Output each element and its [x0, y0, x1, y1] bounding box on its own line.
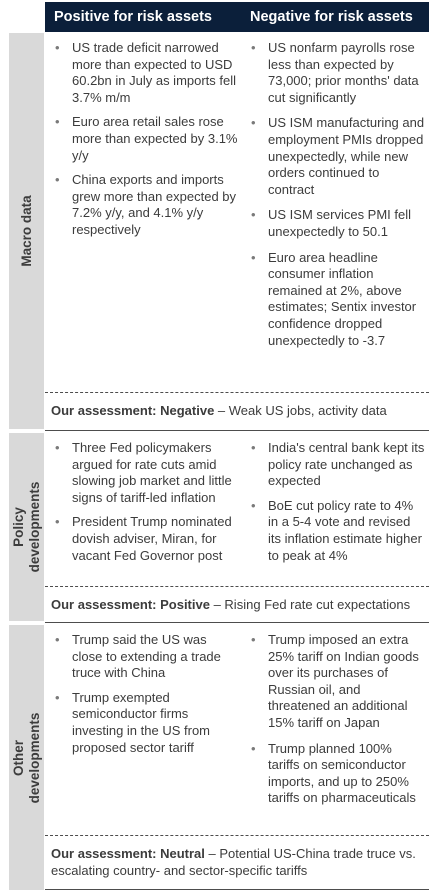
table-header — [45, 2, 429, 32]
list-item: • Euro area headline consumer inflation remained at 2%, above estimates; Sentix investor confidence dropped unexpectedly to -3.7 — [249, 250, 425, 350]
assessment-label: Our assessment: Negative — [51, 403, 215, 418]
list-item: • Three Fed policymakers argued for rate cuts amid slowing job market and little signs of tariff-led inflation — [53, 440, 239, 506]
section-other-developments — [45, 632, 429, 830]
section-policy-developments — [45, 440, 429, 580]
assessment-policy-developments — [51, 597, 426, 614]
section-macro-data — [45, 40, 429, 385]
header-negative: Negative for risk assets — [250, 9, 413, 25]
assessment-text: – Potential US-China trade truce vs. escalating country- and sector-specific tariffs — [51, 846, 416, 878]
list-item: • US ISM manufacturing and employment PMIs dropped unexpectedly, while new orders continued to contract — [249, 115, 425, 198]
list-item: • India's central bank kept its policy rate unchanged as expected — [249, 440, 425, 490]
section-separator — [45, 622, 429, 623]
side-label-other-developments — [9, 625, 44, 890]
list-item: • Trump imposed an extra 25% tariff on Indian goods over its purchases of Russian oil, and threatened an additional 15% tariff on Japan — [249, 632, 425, 732]
table-bottom-border — [45, 889, 429, 890]
list-item: • Euro area retail sales rose more than expected by 3.1% y/y — [53, 114, 239, 164]
assessment-macro-data — [51, 403, 426, 420]
assessment-other-developments — [51, 846, 426, 879]
section-divider — [45, 586, 429, 587]
side-label-text: developments — [26, 712, 42, 803]
side-label-text: developments — [26, 481, 42, 573]
section-separator — [45, 430, 429, 431]
side-label-text: Other — [10, 739, 26, 776]
assessment-label: Our assessment: Neutral — [51, 846, 205, 861]
header-positive: Positive for risk assets — [54, 9, 212, 25]
assessment-label: Our assessment: Positive — [51, 597, 210, 612]
list-item: • Trump planned 100% tariffs on semiconductor imports, and up to 250% tariffs on pharmaceuticals — [249, 741, 425, 807]
positive-list — [53, 40, 239, 239]
list-item: • US nonfarm payrolls rose less than expected by 73,000; prior months' data cut significantly — [249, 40, 425, 106]
section-divider — [45, 835, 429, 836]
section-divider — [45, 392, 429, 393]
list-item: • President Trump nominated dovish adviser, Miran, for vacant Fed Governor post — [53, 514, 239, 564]
side-label-text: Policy — [10, 507, 26, 547]
side-label-macro-data — [9, 33, 44, 429]
side-label-policy-developments — [9, 433, 44, 621]
positive-list — [53, 440, 239, 564]
assessment-text: – Weak US jobs, activity data — [214, 403, 387, 418]
positive-list — [53, 632, 239, 756]
assessment-text: – Rising Fed rate cut expectations — [209, 597, 411, 612]
side-label-text: Macro data — [18, 195, 34, 267]
negative-list — [249, 440, 425, 564]
list-item: • Trump said the US was close to extending a trade truce with China — [53, 632, 239, 682]
list-item: • US ISM services PMI fell unexpectedly to 50.1 — [249, 207, 425, 240]
list-item: • Trump exempted semiconductor firms investing in the US from proposed sector tariff — [53, 690, 239, 756]
list-item: • US trade deficit narrowed more than expected to USD 60.2bn in July as imports fell 3.7% m/m — [53, 40, 239, 106]
list-item: • China exports and imports grew more than expected by 7.2% y/y, and 4.1% y/y respectively — [53, 172, 239, 238]
negative-list — [249, 40, 425, 349]
list-item: • BoE cut policy rate to 4% in a 5-4 vote and revised its inflation estimate higher to peak at 4% — [249, 498, 425, 564]
negative-list — [249, 632, 425, 807]
